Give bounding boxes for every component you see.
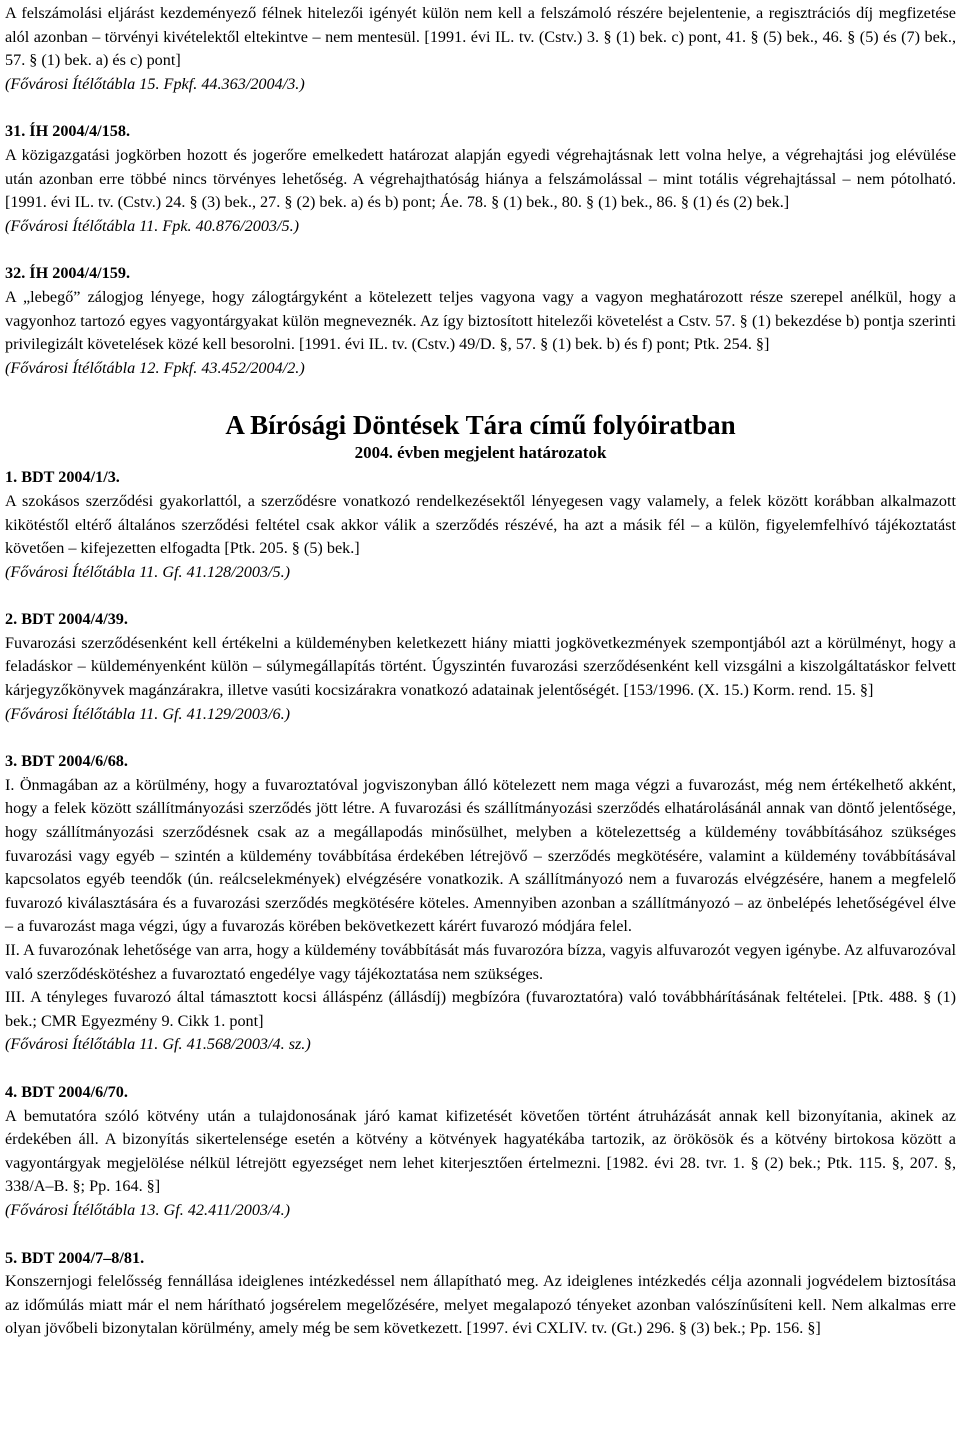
bdt-entry-2 xyxy=(5,608,956,726)
spacer xyxy=(5,238,956,262)
entry-source: (Fővárosi Ítélőtábla 13. Gf. 42.411/2003/4.) xyxy=(5,1200,291,1219)
entry-body: Fuvarozási szerződésenként kell értékelni a küldeményben keletkezett hiány miatti jogkövetkezmények szempontjából azt a körülményt, hogy a feladáskor – küldeményenként külön – súlymegállapítás történt. Úgyszintén fuvarozási szerződésenként kell vizsgálni a kiszolgáltatáskor felvett kárjegyzőkönyvek magánzárakra, illetve vasúti kocsizárakra vonatkozó adatainak jelentőségét. [153/1996. (X. 15.) Korm. rend. 15. §] xyxy=(5,633,956,700)
entry-body: A közigazgatási jogkörben hozott és jogerőre emelkedett határozat alapján egyedi végrehajtásnak lett volna helye, a végrehajtási jog elévülése után azonban erre többé nincs törvényes lehetőség. A végrehajthatóság hiánya a felszámolással – mint totális végrehajtással – nem pótolható. [1991. évi IL. tv. (Cstv.) 24. § (3) bek., 27. § (2) bek. a) és b) pont; Áe. 78. § (1) bek., 80. § (1) bek., 86. § (1) és (2) bek.] xyxy=(5,145,956,212)
entry-body: Konszernjogi felelősség fennállása ideiglenes intézkedéssel nem állapítható meg. Az ideiglenes intézkedés célja azonnali jogvédelem biztosítása az időmúlás miatt már el nem hárítható jogsérelem megelőzésére, melyet megalapozó tényeket azonban valószínűsíteni kell. Nem alkalmas erre olyan jövőbeli bizonytalan körülmény, amely még be sem következett. [1997. évi CXLIV. tv. (Gt.) 296. § (3) bek.; Pp. 156. §] xyxy=(5,1272,956,1338)
entry-header: 4. BDT 2004/6/70. xyxy=(5,1082,128,1101)
entry-source: (Fővárosi Ítélőtábla 15. Fpkf. 44.363/2004/3.) xyxy=(5,74,305,93)
entry-body: A „lebegő” zálogjog lényege, hogy zálogtárgyként a kötelezett teljes vagyona vagy a vagyon meghatározott része szerepel anélkül, hogy a vagyonhoz tartozó egyes vagyontárgyakat külön megneveznék. Az így biztosított hitelezői követelést a Cstv. 57. § (1) bekezdése b) pontja szerinti privilegizált követelések közé kell besorolni. [1991. évi IL. tv. (Cstv.) 49/D. §, 57. § (1) bek. b) és f) pont; Ptk. 254. §] xyxy=(5,287,956,354)
entry-body: A szokásos szerződési gyakorlattól, a szerződésre vonatkozó rendelkezésektől lényegesen vagy valamely, a felek között korábban alkalmazott kikötéstől eltérő általános szerződési feltétel csak akkor válik a szerződés részévé, ha azt a másik fél – a külön, figyelemfelhívó tájékoztatást követően – kifejezetten elfogadta [Ptk. 205. § (5) bek.] xyxy=(5,491,956,558)
spacer xyxy=(5,380,956,404)
entry-body: A bemutatóra szóló kötvény után a tulajdonosának járó kamat kifizetését követően történt átruházását annak kell bizonyítania, akinek az érdekében áll. A bizonyítás sikertelensége esetén a kötvény a kötvények hagyatékába tartozik, az örökösök és a kötvény birtokosa között a vagyontárgyak megjelölése nélkül létrejött egyezséget nem lehet kiterjesztően értelmezni. [1982. évi 28. tvr. 1. § (2) bek.; Ptk. 115. §, 207. §, 338/A–B. §; Pp. 164. §] xyxy=(5,1106,956,1196)
bdt-entry-4 xyxy=(5,1081,956,1223)
entry-32 xyxy=(5,262,956,380)
entry-header: 5. BDT 2004/7–8/81. xyxy=(5,1248,145,1267)
entry-source: (Fővárosi Ítélőtábla 11. Gf. 41.129/2003/6.) xyxy=(5,704,291,723)
section-title: A Bírósági Döntések Tára című folyóiratban xyxy=(225,410,736,441)
spacer xyxy=(5,96,956,120)
spacer xyxy=(5,1223,956,1247)
entry-source: (Fővárosi Ítélőtábla 11. Gf. 41.128/2003/5.) xyxy=(5,562,291,581)
entry-header: 1. BDT 2004/1/3. xyxy=(5,468,120,487)
spacer xyxy=(5,584,956,608)
entry-source: (Fővárosi Ítélőtábla 11. Fpk. 40.876/2003/5.) xyxy=(5,216,300,235)
entry-31 xyxy=(5,120,956,238)
entry-header: 2. BDT 2004/4/39. xyxy=(5,610,128,629)
entry-header: 3. BDT 2004/6/68. xyxy=(5,752,128,771)
entry-part-1: I. Önmagában az a körülmény, hogy a fuvaroztatóval jogviszonyban álló kötelezett nem maga végzi a fuvarozást, még nem értékelhető akként, hogy a felek között szállítmányozási szerződés jött létre. A fuvarozási és szállítmányozási szerződés elhatárolásánál annak van döntő jelentősége, hogy szállítmányozási szerződésnek csak az a megállapodás minősülhet, melyben a kötelezettség a küldemény továbbításához szükséges fuvarozási vagy egyéb – szintén a küldemény továbbítása érdekében létrejövő – szerződés megkötésére, valamint a küldemény továbbításával kapcsolatos egyéb teendők (ún. reálcselekmények) elvégzésére vonatkozik. A szállítmányozó nem a fuvarozás elvégzésére, hanem a megfelelő fuvarozó kiválasztására és a fuvarozási szerződés megkötésére köteles. Amennyiben azonban a szállítmányozó – az önbelépés lehetőségével élve – a fuvarozást maga végzi, úgy a fuvarozás körében bekövetkezett kárért fuvarozó módjára felel. xyxy=(5,775,956,936)
entry-source: (Fővárosi Ítélőtábla 11. Gf. 41.568/2003/4. sz.) xyxy=(5,1035,311,1054)
entry-header: 32. ÍH 2004/4/159. xyxy=(5,264,131,283)
bdt-entry-3 xyxy=(5,750,956,1057)
entry-source: (Fővárosi Ítélőtábla 12. Fpkf. 43.452/2004/2.) xyxy=(5,358,305,377)
entry-30 xyxy=(5,2,956,96)
entry-part-3: III. A tényleges fuvarozó által támasztott kocsi álláspénz (állásdíj) megbízóra (fuvaroztatóra) való továbbhárításának feltételei. [Ptk. 488. § (1) bek.; CMR Egyezmény 9. Cikk 1. pont] xyxy=(5,988,956,1030)
spacer xyxy=(5,726,956,750)
bdt-entry-5 xyxy=(5,1247,956,1341)
section-heading xyxy=(5,408,956,464)
entry-header: 31. ÍH 2004/4/158. xyxy=(5,122,131,141)
entry-body: A felszámolási eljárást kezdeményező félnek hitelezői igényét külön nem kell a felszámoló részére bejelentenie, a regisztrációs díj megfizetése alól azonban – törvényi kivételektől eltekintve – nem mentesül. [1991. évi IL. tv. (Cstv.) 3. § (1) bek. c) pont, 41. § (5) bek., 46. § (5) és (7) bek., 57. § (1) bek. a) és c) pont] xyxy=(5,4,956,70)
bdt-entry-1 xyxy=(5,466,956,584)
section-subtitle: 2004. évben megjelent határozatok xyxy=(354,443,607,463)
spacer xyxy=(5,1057,956,1081)
entry-part-2: II. A fuvarozónak lehetősége van arra, hogy a küldemény továbbítását más fuvarozóra bízza, vagyis alfuvarozót vegyen igénybe. Az alfuvarozóval való szerződéskötéshez a fuvaroztató engedélye vagy tájékoztatása nem szükséges. xyxy=(5,941,956,983)
